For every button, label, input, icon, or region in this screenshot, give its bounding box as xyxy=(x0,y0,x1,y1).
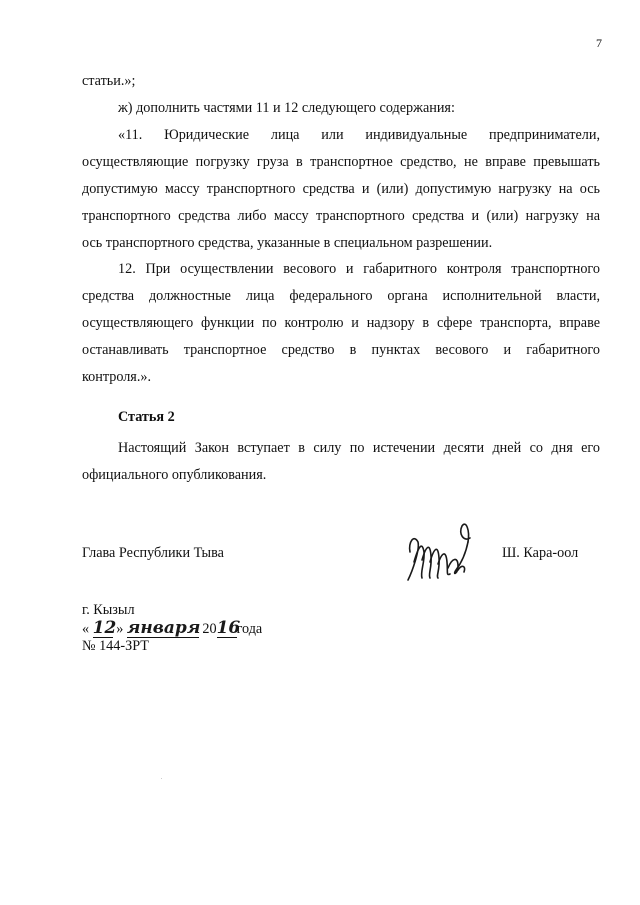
paragraph-part-11 xyxy=(82,122,600,257)
date-year-prefix: 20 xyxy=(202,621,217,637)
paragraph-continuation: статьи.»; xyxy=(82,73,136,89)
part-12-line: средства должностные лица федерального органа исполнительной власти, xyxy=(82,288,600,304)
date-day: 12 xyxy=(92,618,117,638)
law-number: № 144-ЗРТ xyxy=(82,638,149,654)
part-11-line: осуществляющие погрузку груза в транспортное средство, не вправе превышать xyxy=(82,154,600,170)
part-11-line: «11. Юридические лица или индивидуальные предприниматели, xyxy=(118,127,600,143)
part-12-line: останавливать транспортное средство в пунктах весового и габаритного xyxy=(82,342,600,358)
date-month: января xyxy=(126,618,201,638)
part-11-line: транспортного средства либо массу транспортного средства и (или) нагрузку на xyxy=(82,208,600,224)
article-2-heading: Статья 2 xyxy=(118,409,175,425)
article-2-text xyxy=(82,435,600,489)
page-number: 7 xyxy=(596,36,602,50)
city-line: г. Кызыл xyxy=(82,602,135,618)
signatory-name: Ш. Кара-оол xyxy=(502,545,579,561)
part-11-line: ось транспортного средства, указанные в специальном разрешении. xyxy=(82,235,493,251)
part-12-line: контроля.». xyxy=(82,369,152,385)
part-12-line: осуществляющего функции по контролю и надзору в сфере транспорта, вправе xyxy=(82,315,600,331)
part-11-line: допустимую массу транспортного средства и (или) допустимую нагрузку на ось xyxy=(82,181,600,197)
date-year-word: года xyxy=(236,621,263,637)
date-year-suffix: 16 xyxy=(216,618,241,638)
article-2-line: официального опубликования. xyxy=(82,467,267,483)
date-line xyxy=(82,620,262,638)
article-2-line: Настоящий Закон вступает в силу по истечении десяти дней со дня его xyxy=(118,440,600,456)
scan-speck xyxy=(161,778,162,779)
date-close-quote: » xyxy=(116,621,124,637)
signatory-title: Глава Республики Тыва xyxy=(82,545,224,561)
handwritten-signature xyxy=(400,512,480,588)
paragraph-part-12 xyxy=(82,256,600,391)
date-open-quote: « xyxy=(82,621,90,637)
paragraph-amendment-intro: ж) дополнить частями 11 и 12 следующего содержания: xyxy=(118,100,455,116)
part-12-line: 12. При осуществлении весового и габаритного контроля транспортного xyxy=(118,261,600,277)
